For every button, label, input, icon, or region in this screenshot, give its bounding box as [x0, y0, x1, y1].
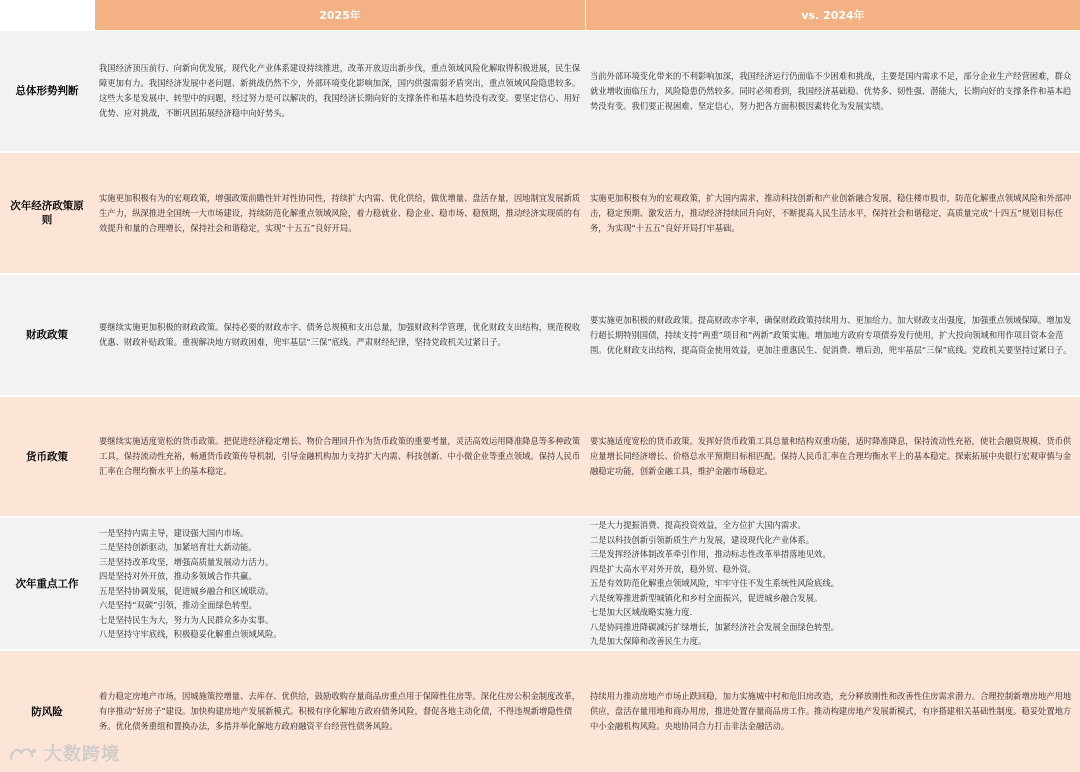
cell-2025: 我国经济顶压前行、向新向优发展，现代化产业体系建设持续推进，改革开放迈出新步伐，重点领域风险化解取得积极进展，民生保障更加有力。我国经济发展中老问题、新挑战仍然不少，外部环境变化影响加深，国内供强需弱矛盾突出，重点领域风险隐患较多。这些大多是发展中、转型中的问题，经过努力是可以解决的，我国经济长期向好的支撑条件和基本趋势没有改变。要坚定信心、用好优势、应对挑战，不断巩固拓展经济稳中向好势头。 — [99, 63, 581, 118]
logo-icon — [8, 743, 38, 763]
row-label: 总体形势判断 — [15, 85, 79, 97]
cell-2024: 持续用力推动房地产市场止跌回稳，加力实施城中村和危旧房改造，充分释放刚性和改善性住房需求潜力。合理控制新增房地产用地供应，盘活存量用地和商办用房，推进处置存量商品房工作。推动构建房地产发展新模式，有序搭建相关基础性制度。稳妥处置地方中小金融机构风险。央地协同合力打击非法金融活动。 — [590, 691, 1072, 731]
header-2025: 2025年 — [95, 0, 585, 30]
cell-2025: 着力稳定房地产市场，因城施策控增量、去库存、优供给，鼓励收购存量商品房重点用于保障性住房等。深化住房公积金制度改革，有序推动“好房子”建设。加快构建房地产发展新模式。积极有序化解地方政府债务风险，督促各地主动化债，不得违规新增隐性债务。优化债务重组和置换办法，多措并举化解地方政府融资平台经营性债务风险。 — [99, 691, 581, 731]
cell-2024: 要实施适度宽松的货币政策。发挥好货币政策工具总量和结构双重功能，适时降准降息，保持流动性充裕，使社会融资规模、货币供应量增长同经济增长、价格总水平预期目标相匹配。保持人民币汇率在合理均衡水平上的基本稳定。探索拓展中央银行宏观审慎与金融稳定功能，创新金融工具，维护金融市场稳定。 — [590, 436, 1072, 476]
watermark-text: 大数跨境 — [44, 744, 120, 765]
cell-2025: 要继续实施适度宽松的货币政策。把促进经济稳定增长、物价合理回升作为货币政策的重要考量，灵活高效运用降准降息等多种政策工具，保持流动性充裕，畅通货币政策传导机制，引导金融机构加力支持扩大内需、科技创新、中小微企业等重点领域。保持人民币汇率在合理均衡水平上的基本稳定。 — [99, 436, 581, 476]
row-label: 防风险 — [31, 705, 63, 718]
table-row — [0, 518, 1080, 649]
cell-2025: 要继续实施更加积极的财政政策。保持必要的财政赤字、债务总规模和支出总量，加强财政科学管理，优化财政支出结构，规范税收优惠、财政补贴政策。重视解决地方财政困难，兜牢基层“三保”底线。严肃财经纪律，坚持党政机关过紧日子。 — [99, 322, 581, 347]
row-label: 财政政策 — [26, 329, 68, 341]
cell-2024: 要实施更加积极的财政政策。提高财政赤字率，确保财政政策持续用力、更加给力。加大财政支出强度，加强重点领域保障。增加发行超长期特别国债，持续支持“两重”项目和“两新”政策实施。增加地方政府专项债券发行使用，扩大投向领域和用作项目资本金范围。优化财政支出结构，提高资金使用效益，更加注重惠民生、促消费、增后劲，兜牢基层“三保”底线。党政机关要坚持过紧日子。 — [590, 314, 1072, 355]
cell-2025: 实施更加积极有为的宏观政策，增强政策前瞻性针对性协同性，持续扩大内需、优化供给，做优增量、盘活存量，因地制宜发展新质生产力，纵深推进全国统一大市场建设，持续防范化解重点领域风险，着力稳就业、稳企业、稳市场、稳预期，推动经济实现质的有效提升和量的合理增长，保持社会和谐稳定，实现“十五五”良好开局。 — [99, 192, 581, 233]
watermark — [8, 740, 120, 766]
header-2024: vs. 2024年 — [586, 0, 1080, 30]
cell-2024: 当前外部环境变化带来的不利影响加深，我国经济运行仍面临不少困难和挑战，主要是国内需求不足，部分企业生产经营困难，群众就业增收面临压力，风险隐患仍然较多。同时必须看到，我国经济基础稳、优势多、韧性强、潜能大，长期向好的支撑条件和基本趋势没有变。我们要正视困难、坚定信心，努力把各方面积极因素转化为发展实绩。 — [590, 70, 1072, 111]
row-label: 货币政策 — [26, 450, 68, 463]
table-row — [0, 153, 1080, 273]
cell-2024: 实施更加积极有为的宏观政策，扩大国内需求，推动科技创新和产业创新融合发展，稳住楼市股市，防范化解重点领域风险和外部冲击，稳定预期、激发活力，推动经济持续回升向好，不断提高人民生活水平，保持社会和谐稳定，高质量完成“十四五”规划目标任务，为实现“十五五”良好开局打牢基础。 — [590, 192, 1072, 233]
table-row — [0, 651, 1080, 772]
table-row — [0, 275, 1080, 395]
header-corner — [0, 0, 94, 30]
table-row — [0, 31, 1080, 151]
cell-2024: 一是大力提振消费、提高投资效益，全方位扩大国内需求。 二是以科技创新引领新质生产力发展，建设现代化产业体系。 三是发挥经济体制改革牵引作用，推动标志性改革举措落地见效。 四是扩大高水平对外开放，稳外贸、稳外资。 五是有效防范化解重点领域风险，牢牢守住不发生系统性风险底线。 六是统筹推进新型城镇化和乡村全面振兴，促进城乡融合发展。 七是加大区域战略实施力度. 八是协同推进降碳减污扩绿增长，加紧经济社会发展全面绿色转型。 九是加大保障和改善民生力度。 — [590, 520, 839, 647]
row-label: 次年经济政策原则 — [10, 200, 84, 226]
table-row — [0, 397, 1080, 516]
row-label: 次年重点工作 — [15, 577, 79, 590]
cell-2025: 一是坚持内需主导，建设强大国内市场。 二是坚持创新驱动，加紧培育壮大新动能。 三是坚持改革攻坚，增强高质量发展动力活力。 四是坚持对外开放，推动多领域合作共赢。 五是坚持协调发展，促进城乡融合和区域联动。 六是坚持“双碳”引领，推动全面绿色转型。 七是坚持民生为大，努力为人民群众多办实事。 八是坚持守牢底线，积极稳妥化解重点领域风险。 — [99, 527, 282, 639]
